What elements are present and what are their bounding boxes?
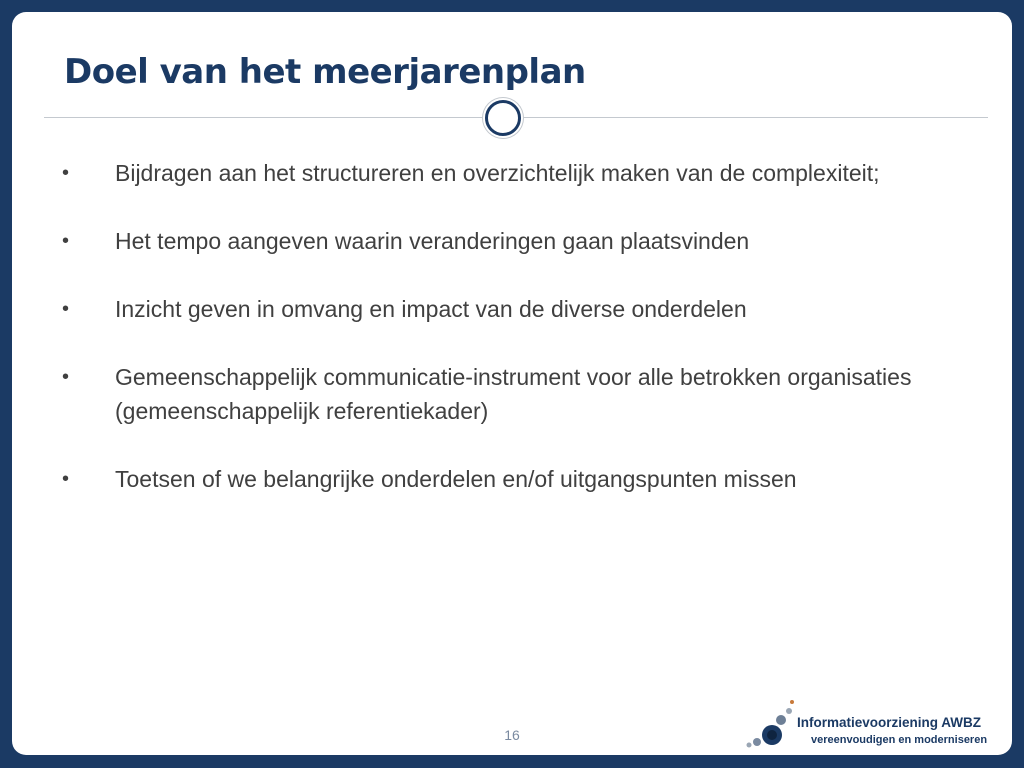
bullet-icon: • — [62, 298, 70, 320]
bullet-item — [62, 462, 962, 496]
dot-cluster-icon — [732, 697, 802, 752]
bullet-text: Het tempo aangeven waarin veranderingen gaan plaatsvinden — [115, 228, 750, 254]
logo-dot — [747, 743, 752, 748]
bullet-text: Bijdragen aan het structureren en overzichtelijk maken van de complexiteit; — [115, 160, 880, 186]
bullet-icon: • — [62, 366, 70, 388]
logo-dot — [786, 708, 792, 714]
divider-circle-icon — [485, 100, 521, 136]
logo-dot — [753, 738, 761, 746]
slide — [12, 12, 1012, 755]
bullet-item — [62, 156, 962, 190]
bullet-icon: • — [62, 162, 70, 184]
logo — [732, 697, 1002, 752]
bullet-item — [62, 292, 962, 326]
logo-dot — [767, 730, 777, 740]
bullet-icon: • — [62, 468, 70, 490]
bullet-text: Toetsen of we belangrijke onderdelen en/of uitgangspunten missen — [115, 466, 797, 492]
bullet-icon: • — [62, 230, 70, 252]
bullet-text: Inzicht geven in omvang en impact van de diverse onderdelen — [115, 296, 747, 322]
bullet-list — [62, 156, 962, 530]
bullet-item — [62, 360, 962, 428]
logo-dot — [776, 715, 786, 725]
logo-title: Informatievoorziening AWBZ — [797, 715, 982, 730]
page-number: 16 — [504, 727, 520, 743]
logo-dot — [790, 700, 794, 704]
slide-title: Doel van het meerjarenplan — [64, 52, 586, 92]
bullet-text: Gemeenschappelijk communicatie-instrument voor alle betrokken organisaties (gemeenschappelijk referentiekader) — [115, 364, 912, 424]
logo-subtitle: vereenvoudigen en moderniseren — [811, 734, 988, 746]
bullet-item — [62, 224, 962, 258]
